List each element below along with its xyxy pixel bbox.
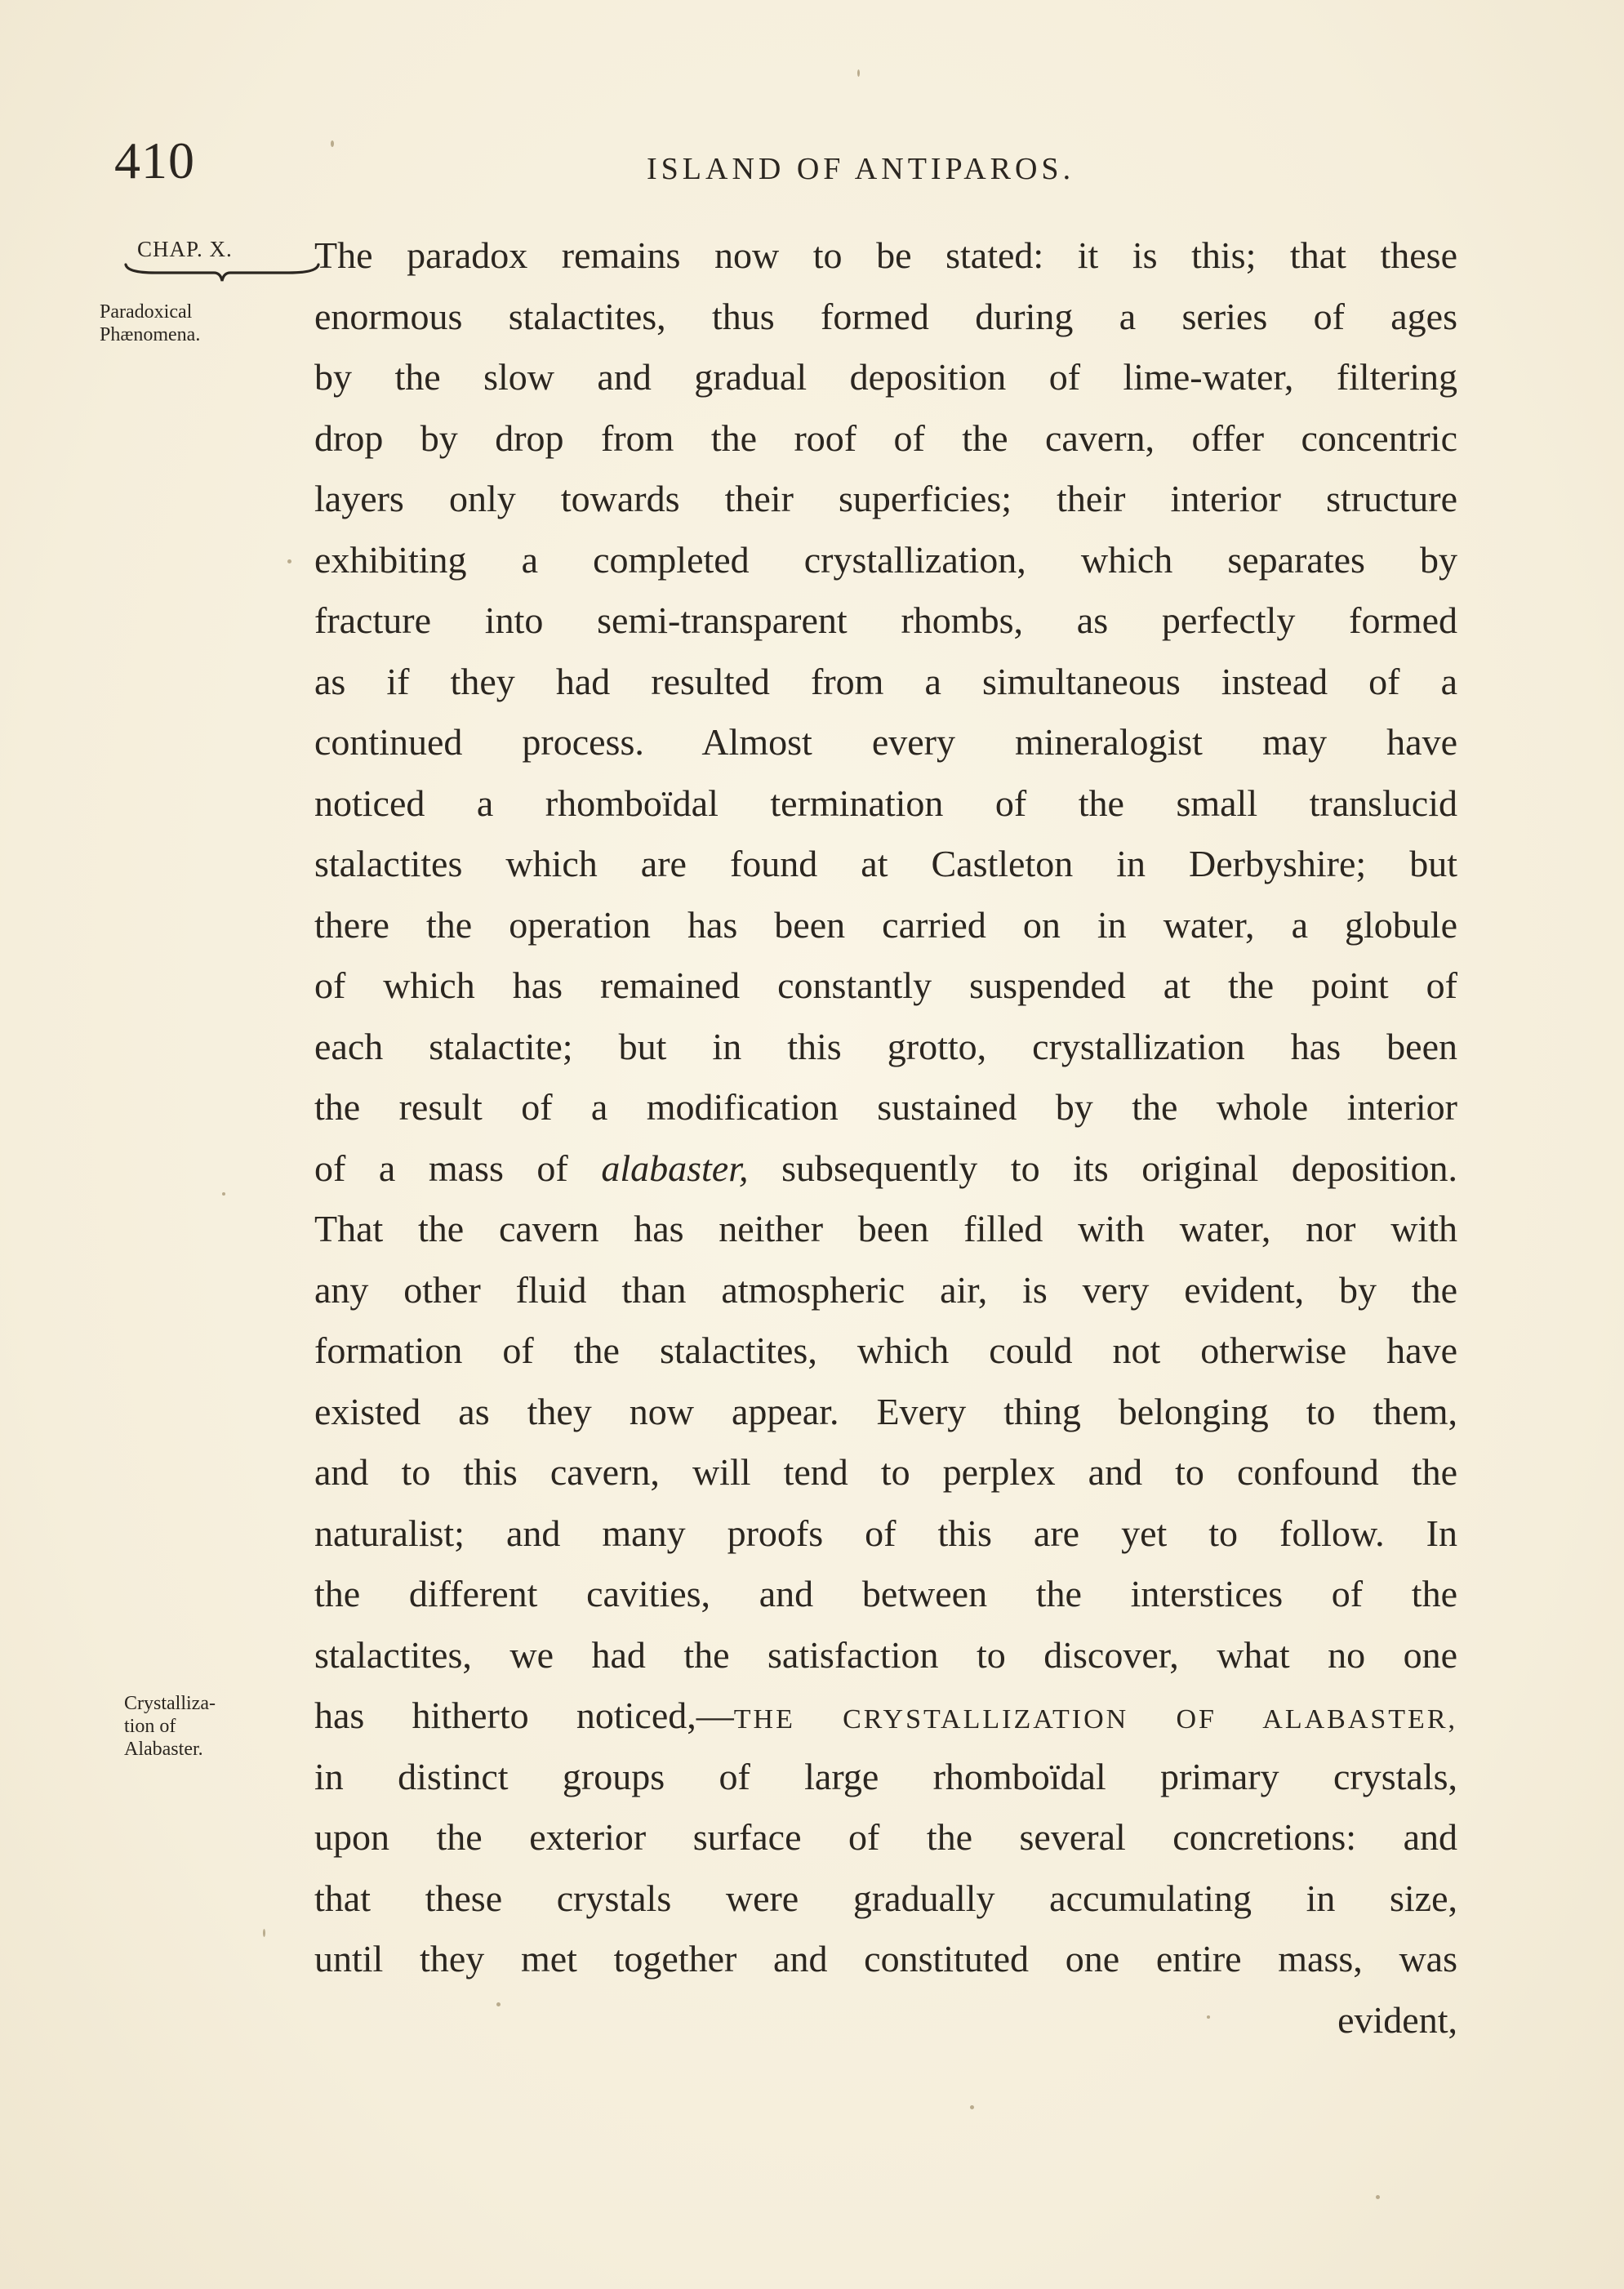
- text-segment: upon the exterior surface of the several concretions: and: [314, 1816, 1457, 1858]
- paper-speck: [1376, 2195, 1380, 2199]
- side-note-line: tion of: [124, 1716, 176, 1737]
- text-segment: enormous stalactites, thus formed during a series of ages: [314, 295, 1457, 337]
- text-segment: subsequently to its original deposition.: [748, 1147, 1457, 1189]
- text-segment: the result of a modification sustained by the whole interior: [314, 1086, 1457, 1128]
- text-line: [314, 1564, 1457, 1625]
- text-segment: of which has remained constantly suspended at the point of: [314, 964, 1457, 1006]
- text-line: [314, 955, 1457, 1017]
- text-segment: each stalactite; but in this grotto, crystallization has been: [314, 1025, 1457, 1067]
- chapter-marker: [122, 238, 327, 287]
- text-line: [314, 469, 1457, 530]
- paper-speck: [222, 1192, 225, 1196]
- text-segment: that these crystals were gradually accumulating in size,: [314, 1877, 1457, 1919]
- text-line: [314, 1382, 1457, 1443]
- text-segment: and to this cavern, will tend to perplex and to confound the: [314, 1451, 1457, 1493]
- text-line: [314, 1199, 1457, 1260]
- text-line: [314, 347, 1457, 408]
- text-line: [314, 712, 1457, 773]
- text-line: [314, 1260, 1457, 1321]
- text-segment: layers only towards their superficies; their interior structure: [314, 478, 1457, 519]
- page-number: 410: [114, 131, 195, 189]
- body-text: [314, 225, 1457, 2051]
- text-line: [314, 1138, 1457, 1200]
- text-line: [314, 1686, 1457, 1747]
- side-note-line: Crystalliza-: [124, 1693, 216, 1714]
- paper-speck: [857, 69, 860, 77]
- text-segment: stalactites which are found at Castleton in Derbyshire; but: [314, 843, 1457, 884]
- chapter-brace-icon: [122, 261, 323, 286]
- text-line: [314, 408, 1457, 470]
- small-caps-phrase: THE CRYSTALLIZATION OF ALABASTER,: [733, 1704, 1457, 1735]
- chapter-label: CHAP. X.: [137, 237, 233, 261]
- text-line: [314, 1017, 1457, 1078]
- text-segment: The paradox remains now to be stated: it is this; that these: [314, 234, 1457, 276]
- text-segment: exhibiting a completed crystallization, which separates by: [314, 538, 1457, 581]
- text-line: [314, 590, 1457, 652]
- text-line: [314, 1442, 1457, 1503]
- text-line: [314, 895, 1457, 956]
- side-note-line: Phænomena.: [100, 324, 201, 345]
- italic-word: alabaster,: [601, 1147, 749, 1189]
- text-line: [314, 652, 1457, 713]
- text-segment: as if they had resulted from a simultaneous instead of a: [314, 660, 1457, 702]
- text-segment: the different cavities, and between the interstices of the: [314, 1573, 1457, 1614]
- text-segment: naturalist; and many proofs of this are yet to follow. In: [314, 1512, 1457, 1554]
- text-line: [314, 530, 1457, 591]
- paper-speck: [287, 559, 291, 563]
- text-line: [314, 225, 1457, 287]
- text-line: [314, 1747, 1457, 1808]
- text-line: [314, 834, 1457, 895]
- paper-speck: [970, 2105, 974, 2109]
- text-segment: in distinct groups of large rhomboïdal primary crystals,: [314, 1755, 1457, 1797]
- paper-speck: [496, 2002, 501, 2006]
- text-line: [314, 1503, 1457, 1565]
- text-line: [314, 773, 1457, 835]
- text-line: [314, 1625, 1457, 1686]
- text-segment: formation of the stalactites, which could not otherwise have: [314, 1329, 1457, 1371]
- text-segment: continued process. Almost every mineralogist may have: [314, 721, 1457, 763]
- text-segment: of a mass of: [314, 1147, 602, 1189]
- text-segment: any other fluid than atmospheric air, is very evident, by the: [314, 1268, 1457, 1311]
- paper-speck: [1207, 2015, 1210, 2019]
- running-title: ISLAND OF ANTIPAROS.: [647, 152, 1075, 186]
- text-segment: noticed a rhomboïdal termination of the small translucid: [314, 782, 1457, 824]
- text-line: [314, 1868, 1457, 1930]
- paper-speck: [331, 140, 334, 147]
- paper-speck: [263, 1929, 265, 1937]
- text-line: [314, 1077, 1457, 1138]
- side-note-line: Alabaster.: [124, 1739, 203, 1760]
- side-note-line: Paradoxical: [100, 301, 193, 323]
- text-segment: has hitherto noticed,—: [314, 1694, 734, 1736]
- text-line: [314, 1929, 1457, 1990]
- text-line: [314, 1807, 1457, 1868]
- text-segment: evident,: [1337, 1998, 1457, 2041]
- text-line: [314, 1320, 1457, 1382]
- text-segment: stalactites, we had the satisfaction to discover, what no one: [314, 1633, 1457, 1676]
- text-line: [314, 287, 1457, 348]
- side-note-crystallization: [124, 1692, 216, 1761]
- text-line: [314, 1990, 1457, 2051]
- text-segment: existed as they now appear. Every thing belonging to them,: [314, 1390, 1457, 1432]
- text-segment: drop by drop from the roof of the cavern, offer concentric: [314, 416, 1457, 459]
- text-segment: That the cavern has neither been filled with water, nor with: [314, 1208, 1457, 1249]
- text-segment: there the operation has been carried on in water, a globule: [314, 903, 1457, 946]
- text-segment: fracture into semi-transparent rhombs, as perfectly formed: [314, 599, 1457, 641]
- text-segment: by the slow and gradual deposition of lime-water, filtering: [314, 356, 1457, 398]
- text-segment: until they met together and constituted one entire mass, was: [314, 1938, 1457, 1979]
- side-note-paradoxical: [100, 301, 200, 346]
